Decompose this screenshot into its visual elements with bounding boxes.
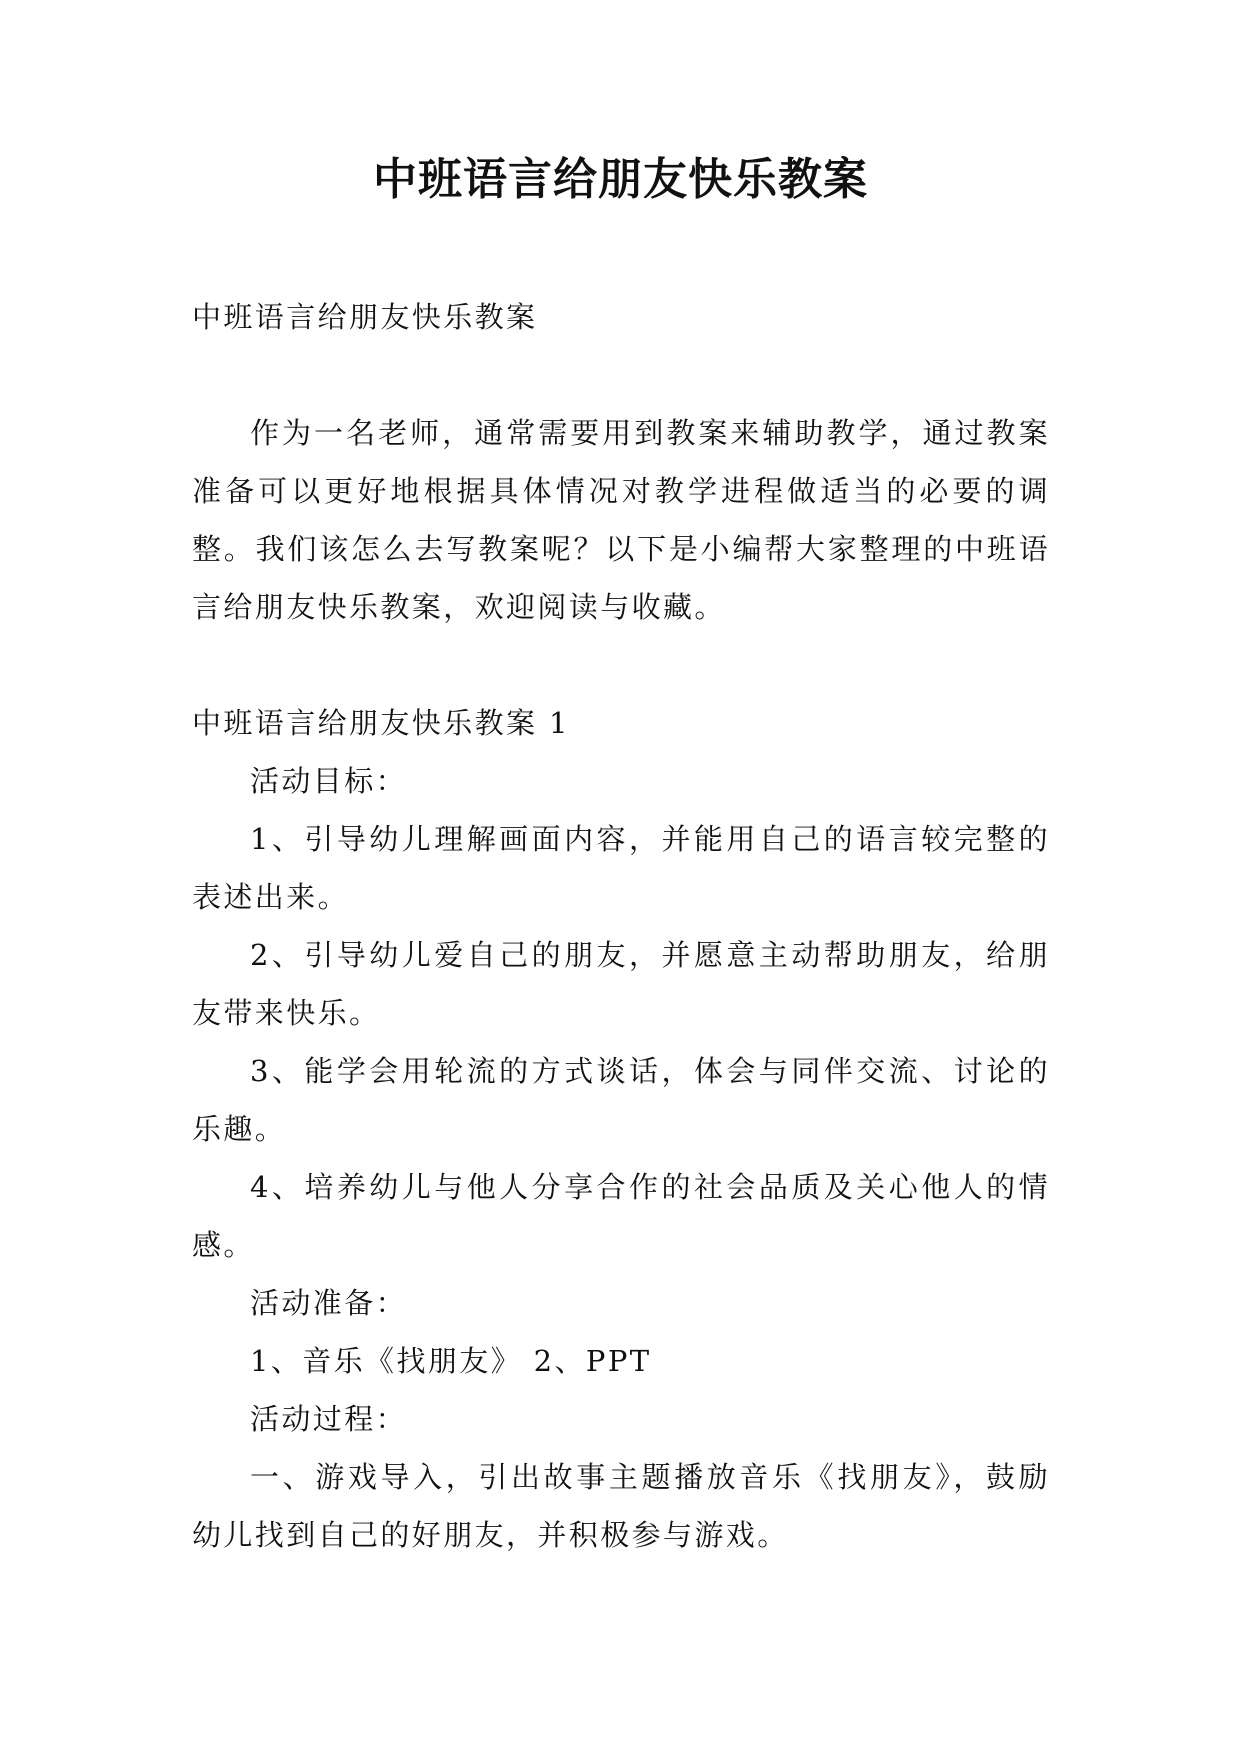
goal-item: 4、培养幼儿与他人分享合作的社会品质及关心他人的情感。 — [192, 1170, 1050, 1262]
process-heading: 活动过程： — [250, 1402, 408, 1436]
document-body — [192, 288, 1050, 1564]
document-title: 中班语言给朋友快乐教案 — [373, 154, 868, 205]
goals-heading: 活动目标： — [250, 764, 408, 798]
process-step: 一、游戏导入，引出故事主题播放音乐《找朋友》，鼓励幼儿找到自己的好朋友，并积极参与游戏。 — [192, 1460, 1050, 1552]
prep-items: 1、音乐《找朋友》 2、PPT — [250, 1344, 652, 1378]
goal-item: 3、能学会用轮流的方式谈话，体会与同伴交流、讨论的乐趣。 — [192, 1054, 1050, 1146]
document-subtitle: 中班语言给朋友快乐教案 — [192, 300, 538, 334]
section-heading: 中班语言给朋友快乐教案 1 — [192, 706, 570, 740]
intro-paragraph: 作为一名老师，通常需要用到教案来辅助教学，通过教案准备可以更好地根据具体情况对教学进程做适当的必要的调整。我们该怎么去写教案呢？以下是小编帮大家整理的中班语言给朋友快乐教案，欢迎阅读与收藏。 — [192, 416, 1050, 624]
prep-heading: 活动准备： — [250, 1286, 408, 1320]
goal-item: 2、引导幼儿爱自己的朋友，并愿意主动帮助朋友，给朋友带来快乐。 — [192, 938, 1050, 1030]
goal-item: 1、引导幼儿理解画面内容，并能用自己的语言较完整的表述出来。 — [192, 822, 1050, 914]
